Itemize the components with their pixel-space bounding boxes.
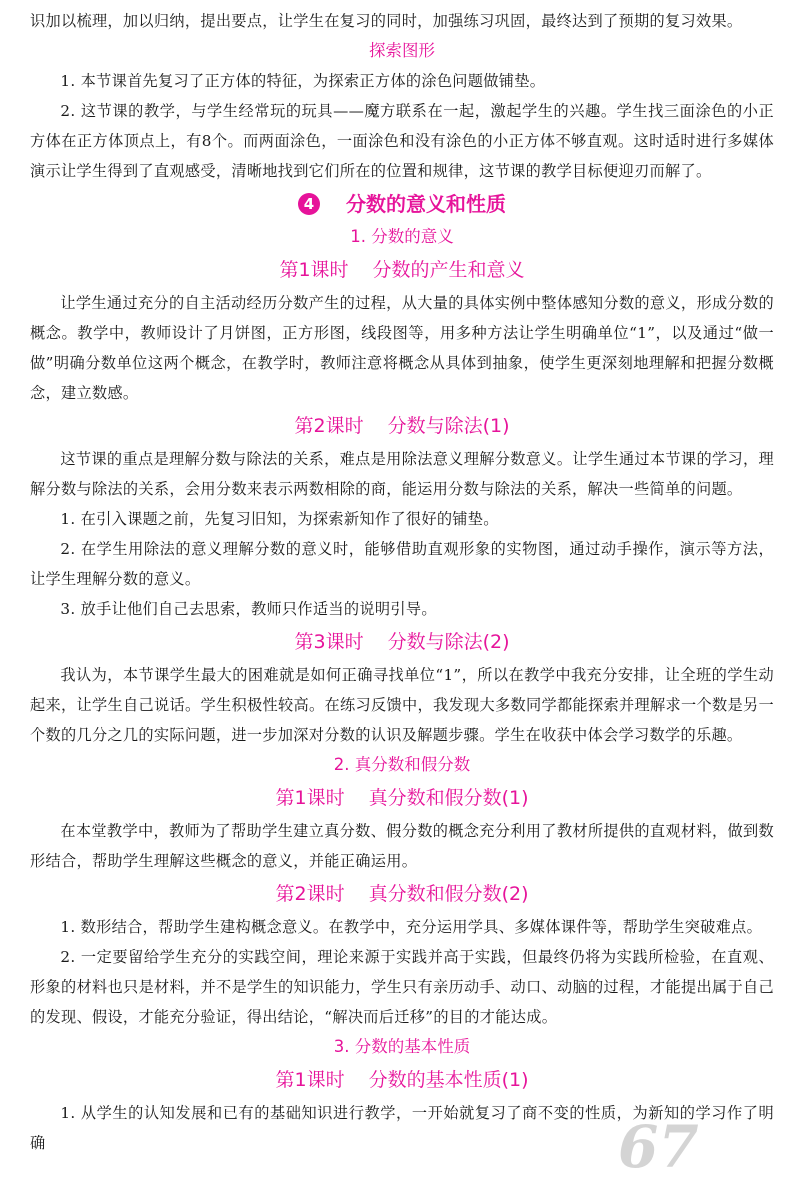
lesson-heading	[30, 626, 774, 658]
paragraph: 这节课的重点是理解分数与除法的关系，难点是用除法意义理解分数意义。让学生通过本节课的学习，理解分数与除法的关系，会用分数来表示两数相除的商，能运用分数与除法的关系，解决一些简单的问题。	[30, 450, 774, 498]
chapter-number-badge: 4	[298, 193, 320, 215]
page-number: 67	[618, 1113, 699, 1181]
paragraph: 3. 放手让他们自己去思索，教师只作适当的说明引导。	[60, 600, 437, 618]
paragraph: 1. 数形结合，帮助学生建构概念意义。在教学中，充分运用学具、多媒体课件等，帮助学生突破难点。	[60, 918, 763, 936]
lesson-title: 真分数和假分数(1)	[368, 787, 529, 809]
paragraph: 让学生通过充分的自主活动经历分数产生的过程，从大量的具体实例中整体感知分数的意义，形成分数的概念。教学中，教师设计了月饼图，正方形图，线段图等，用多种方法让学生明确单位“1”，以及通过“做一做”明确分数单位这两个概念，在教学时，教师注意将概念从具体到抽象，使学生更深刻地理解和把握分数概念，建立数感。	[30, 294, 774, 402]
paragraph: 识加以梳理，加以归纳，提出要点，让学生在复习的同时，加强练习巩固，最终达到了预期的复习效果。	[30, 12, 743, 30]
chapter-heading	[30, 186, 774, 222]
lesson-title: 分数与除法(1)	[387, 415, 510, 437]
section-heading: 2. 真分数和假分数	[333, 755, 471, 774]
lesson-heading	[30, 782, 774, 814]
section-heading: 1. 分数的意义	[350, 227, 454, 246]
lesson-label: 第1课时	[275, 1069, 345, 1091]
lesson-title: 分数与除法(2)	[387, 631, 510, 653]
paragraph: 2. 这节课的教学，与学生经常玩的玩具——魔方联系在一起，激起学生的兴趣。学生找三面涂色的小正方体在正方体顶点上，有8个。而两面涂色，一面涂色和没有涂色的小正方体不够直观。这时适时进行多媒体演示让学生得到了直观感受，清晰地找到它们所在的位置和规律，这节课的教学目标便迎刃而解了。	[30, 102, 774, 180]
lesson-title: 分数的产生和意义	[372, 259, 525, 281]
lesson-label: 第1课时	[279, 259, 349, 281]
paragraph: 1. 在引入课题之前，先复习旧知，为探索新知作了很好的铺垫。	[60, 510, 499, 528]
document-body	[0, 6, 800, 1158]
paragraph: 我认为，本节课学生最大的困难就是如何正确寻找单位“1”，所以在教学中我充分安排，让全班的学生动起来，让学生自己说话。学生积极性较高。在练习反馈中，我发现大多数同学都能探索并理解求一个数是另一个数的几分之几的实际问题，进一步加深对分数的认识及解题步骤。学生在收获中体会学习数学的乐趣。	[30, 666, 774, 744]
section-heading: 3. 分数的基本性质	[333, 1037, 471, 1056]
lesson-title: 分数的基本性质(1)	[368, 1069, 529, 1091]
paragraph: 2. 在学生用除法的意义理解分数的意义时，能够借助直观形象的实物图，通过动手操作，演示等方法，让学生理解分数的意义。	[30, 540, 774, 588]
lesson-title: 真分数和假分数(2)	[368, 883, 529, 905]
paragraph: 1. 从学生的认知发展和已有的基础知识进行教学，一开始就复习了商不变的性质，为新知的学习作了明确	[30, 1104, 774, 1152]
chapter-title: 分数的意义和性质	[346, 192, 506, 216]
lesson-heading	[30, 878, 774, 910]
lesson-label: 第2课时	[294, 415, 364, 437]
lesson-label: 第3课时	[294, 631, 364, 653]
lesson-label: 第2课时	[275, 883, 345, 905]
paragraph: 2. 一定要留给学生充分的实践空间，理论来源于实践并高于实践，但最终仍将为实践所检验，在直观、形象的材料也只是材料，并不是学生的知识能力，学生只有亲历动手、动口、动脑的过程，才能提出属于自己的发现、假设，才能充分验证，得出结论，“解决而后迁移”的目的才能达成。	[30, 948, 774, 1026]
lesson-heading	[30, 254, 774, 286]
paragraph: 在本堂教学中，教师为了帮助学生建立真分数、假分数的概念充分利用了教材所提供的直观材料，做到数形结合，帮助学生理解这些概念的意义，并能正确运用。	[30, 822, 774, 870]
lesson-heading	[30, 410, 774, 442]
section-heading: 探索图形	[369, 41, 435, 60]
paragraph: 1. 本节课首先复习了正方体的特征，为探索正方体的涂色问题做铺垫。	[60, 72, 546, 90]
lesson-label: 第1课时	[275, 787, 345, 809]
lesson-heading	[30, 1064, 774, 1096]
